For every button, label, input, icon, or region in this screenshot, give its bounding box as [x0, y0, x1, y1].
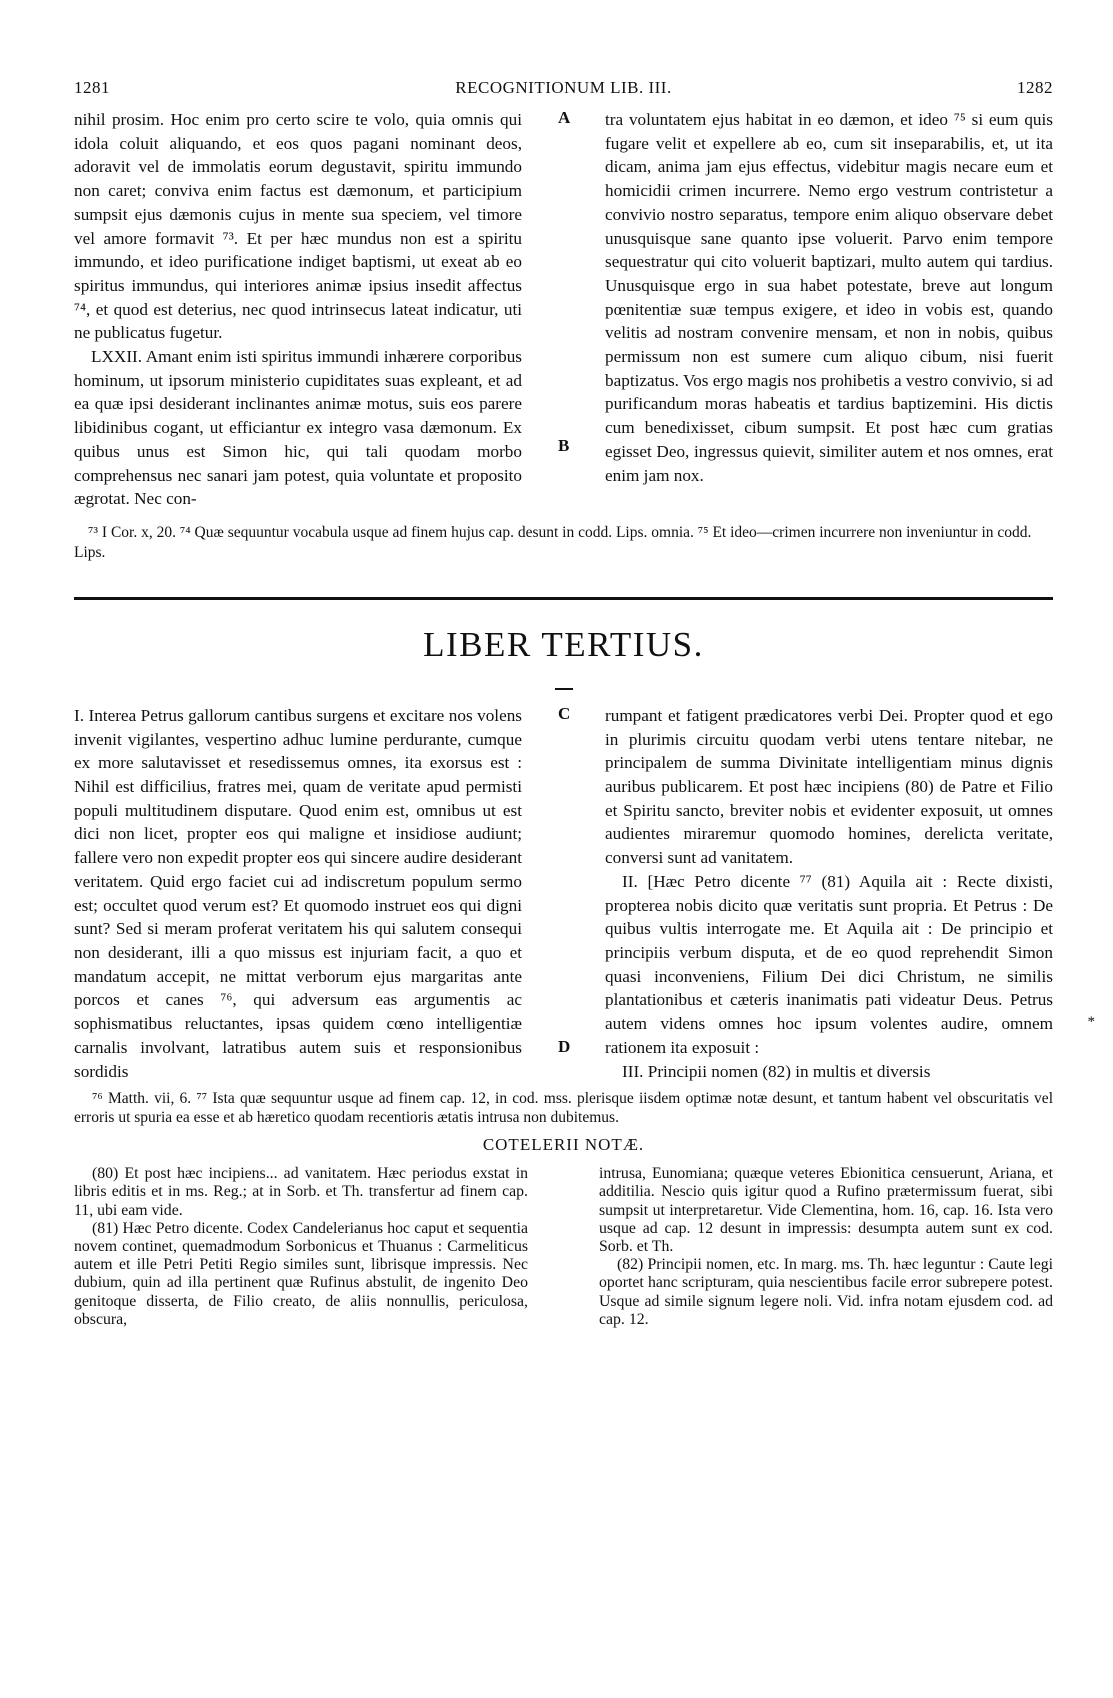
stray-mark: * — [1087, 1013, 1095, 1030]
paragraph: III. Principii nomen (82) in multis et diversis — [622, 1061, 931, 1081]
notes-left-column — [74, 1165, 528, 1329]
margin-marker-d: D — [558, 1036, 571, 1056]
note-paragraph: (80) Et post hæc incipiens... ad vanitatem. Hæc periodus exstat in libris editis et in ms. Reg.; at in Sorb. et Th. transfertur ad finem cap. 11, ubi eam vide. — [74, 1165, 528, 1219]
section-divider — [74, 597, 1053, 600]
top-right-column — [605, 108, 1053, 511]
second-left-column — [74, 704, 522, 1083]
paragraph: rumpant et fatigent prædicatores verbi Dei. Propter quod et ego in plurimis circuitu quodam verbi utens tentare nitebar, ne principalem de summa Divinitate intelligentiam minus dignis auribus publicarem. Et post hæc incipiens (80) de Patre et Filio et Spiritu sancto, breviter nobis et evidenter exposuit, ut omnes audientes miraremur quomodo homines, derelicta veritate, conversi sunt ad vanitatem. — [605, 705, 1053, 868]
page-header — [74, 78, 1053, 108]
paragraph: LXXII. Amant enim isti spiritus immundi inhærere corporibus hominum, ut ipsorum ministerio cupiditates suas expleant, et ad ea quæ ipsi desiderant inclinantes animæ motus, suis eos parere libidinibus cogant, ut efficiantur ex integro vasa dæmonum. Ex quibus unus est Simon hic, qui tali quodam morbo comprehensus nec sanari jam potest, quia voluntate et proposito ægrotat. Nec con- — [74, 347, 522, 509]
top-left-column — [74, 108, 522, 511]
running-title: RECOGNITIONUM LIB. III. — [455, 78, 672, 97]
margin-marker-a: A — [558, 108, 571, 127]
footnote: ⁷⁶ Matth. vii, 6. ⁷⁷ Ista quæ sequuntur usque ad finem cap. 12, in cod. mss. plerisque iisdem optimæ notæ desunt, et tantum habent vel obscuritatis vel erroris ut spuria ea esse et ab hæretico quodam recentioris ætatis intrusa non dubitemus. — [74, 1090, 1053, 1127]
note-paragraph: intrusa, Eunomiana; quæque veteres Ebionitica censuerunt, Ariana, et additilia. Nescio quis igitur quod a Rufino prætermissum fuerat, sibi sumpsit ut interpretaretur. Vide Clementina, hom. 16, cap. 16. Ista vero usque ad cap. 12 desunt in impressis: desumpta autem sunt ex cod. Sorb. et Th. — [599, 1165, 1053, 1256]
notes-columns — [74, 1165, 1053, 1329]
paragraph: II. [Hæc Petro dicente ⁷⁷ (81) Aquila ait : Recte dixisti, propterea nobis dicito quæ veritatis sunt propria. Et Petrus : De quibus vultis interrogate me. Et Aquila ait : De principio et principiis verbum disputa, et de eo quod reprehendit Simon quasi inconveniens, Filium Dei dici Christum, ne similis plantationibus et cæteris inanimatis pati videatur Deus. Petrus autem videns omnes hoc ipsum volentes audire, omnem rationem ita exposuit : — [605, 871, 1053, 1057]
top-columns — [74, 108, 1053, 511]
second-right-column — [605, 704, 1053, 1083]
notes-right-column — [599, 1165, 1053, 1329]
paragraph: I. Interea Petrus gallorum cantibus surgens et excitare nos volens invenit vigilantes, vespertino adhuc lumine perdurante, cumque ex more salutavisset et resedissemus omnes, ita exorsus est : Nihil est difficilius, fratres mei, quam de veritate apud permisti populi multitudinem disputare. Quod enim est, omnibus ut est dici non licet, propter eos qui maligne et insidiose audiunt; fallere vero non expedit propter eos qui sincere audire desiderant veritatem. Quid ergo faciet cui ad indiscretum populum sermo est; occultet quod verum est? Et quomodo instruet eos qui digni sunt? Sed si meram proferat veritatem his qui salutem consequi non desiderant, illi a quo missus est injuriam facit, a quo et mandatum accepit, ne mittat verborum ejus margaritas ante porcos et canes ⁷⁶, qui adversum eas argumentis ac sophismatibus reluctantes, ipsas quidem cœno intelligentiæ carnalis involvant, latratibus autem suis et responsionibus sordidis — [74, 705, 522, 1081]
page-number-right: 1282 — [1017, 78, 1053, 97]
title-dash — [555, 688, 573, 690]
note-paragraph: (81) Hæc Petro dicente. Codex Candelerianus hoc caput et sequentia novem continet, quemadmodum Sorbonicus et Thuanus : Carmeliticus autem et ille Petri Petiti Regio similes sunt, librisque impressis. Nec dubium, quin ad illa pertinent quæ Rufinus abstulit, de ingenito Deo genitoque disserta, de Filio creato, de aliis nonnullis, periculosa, obscura, — [74, 1219, 528, 1328]
margin-marker-c: C — [558, 703, 571, 723]
footnotes-second — [74, 1089, 1053, 1127]
paragraph: tra voluntatem ejus habitat in eo dæmon, et ideo ⁷⁵ si eum quis fugare velit et expellere ab eo, cum sit inseparabilis, et, ut ita dicam, anima jam ejus effectus, videbitur magis necare eum et homicidii crimen incurrere. Nemo ergo vestrum contristetur a convivio nostro separatus, tempore enim aliquo observare debet unusquisque sane quanto ipse voluerit. Parvo enim tempore sequestratur qui cito voluerit baptizari, multo autem qui tardius. Unusquisque ergo in sua habet potestate, breve aut longum pœnitentiæ suæ tempus exigere, et ideo in vobis est, quando velitis ad nostram convenire mensam, et non in nobis, quibus permissum non est sumere cum aliquo cibum, nisi fuerit baptizatus. Vos ergo magis nos prohibetis a vestro convivio, si ad purificandum moras habeatis et tardius baptizemini. His dictis cum benedixisset, cibum sumpsit. Et post hæc cum gratias egisset Deo, ingressus quievit, similiter autem et nos omnes, erat enim jam nox. — [605, 110, 1053, 485]
note-paragraph: (82) Principii nomen, etc. In marg. ms. Th. hæc leguntur : Caute legi oportet hanc scripturam, quia nescientibus facile error subrepere potest. Usque ad simile signum legere noli. Vid. infra notam ejusdem cod. ad cap. 12. — [599, 1256, 1053, 1328]
second-columns — [74, 703, 1095, 1083]
footnote: ⁷³ I Cor. x, 20. ⁷⁴ Quæ sequuntur vocabula usque ad finem hujus cap. desunt in codd. Lips. omnia. ⁷⁵ Et ideo—crimen incurrere non inveniuntur in codd. Lips. — [74, 523, 1032, 561]
margin-marker-b: B — [558, 436, 570, 455]
notes-title: COTELERII NOTÆ. — [482, 1135, 645, 1155]
footnotes-top — [74, 523, 1053, 563]
paragraph: nihil prosim. Hoc enim pro certo scire te volo, quia omnis qui idola coluit aliquando, et eos quos pagani nominant deos, adoravit vel de immolatis eorum degustavit, spiritu immundo non caret; conviva enim factus est dæmonum, et participium sumpsit ejus dæmonis cujus in mente sua speciem, vel timore vel amore formavit ⁷³. Et per hæc mundus non est a spiritu immundo, et ideo purificatione indiget baptismi, ut exeat ab eo spiritus immundus, qui interiores animæ ipsius insedit affectus ⁷⁴, et quod est deterius, nec quod intrinsecus lateat indicatur, uti ne publicatus fugetur. — [74, 110, 522, 343]
book-title: LIBER TERTIUS. — [423, 624, 704, 664]
page-number-left: 1281 — [74, 78, 110, 97]
